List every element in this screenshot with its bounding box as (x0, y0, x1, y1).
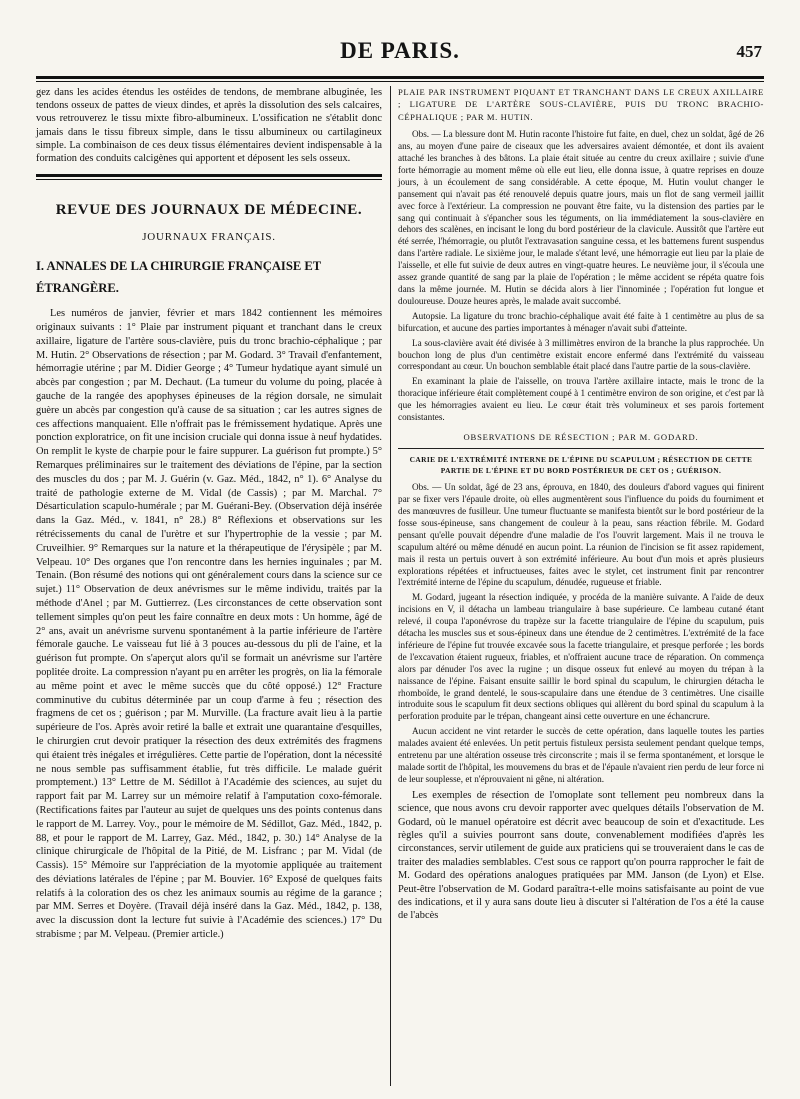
header-rule-thick (36, 76, 764, 79)
resection-subheading: OBSERVATIONS DE RÉSECTION ; PAR M. GODARD. (463, 431, 699, 442)
autopsy-paragraph: Autopsie. La ligature du tronc brachio-céphalique avait été faite à 1 centimètre au plus de sa bifurcation, et aucune des parties importantes à ménager n'avait subi d'atteinte. (398, 310, 764, 333)
review-subtitle: JOURNAUX FRANÇAIS. (142, 231, 276, 244)
observation-paragraph: Obs. — Un soldat, âgé de 23 ans, éprouva, en 1840, des douleurs d'abord vagues qui finirent par se fixer vers l'épaule droite, où elles augmentèrent sous l'influence du poids du fourniment et des manœuvres de fusilleur. Une tumeur fluctuante se manifesta bientôt sur le bord postérieur de la fosse sous-épineuse, sans changement de couleur à la peau, sans réaction fébrile. M. Godard pensant qu'elle pouvait dépendre d'une maladie de l'os l'ouvrit largement. Mais il ne trouva le scapulum altéré ou même dénudé en aucun point. La réunion de l'incision se fit assez rapidement, mais il resta un pertuis ouvert à son extrémité inférieure. Au bout d'un mois et après plusieurs explorations répétées et infructueuses, faites avec le stylet, cet instrument finit par rencontrer l'extrémité interne de l'épine du scapulum, dénudée, rugueuse et friable. (398, 482, 764, 588)
page-number: 457 (736, 42, 762, 61)
running-head-title: DE PARIS. (340, 38, 460, 63)
column-divider (390, 86, 391, 1086)
case-caption: CARIE DE L'EXTRÉMITÉ INTERNE DE L'ÉPINE DU SCAPULUM ; RÉSECTION DE CETTE PARTIE DE L'ÉPINE ET DU BORD POSTÉRIEUR DE CET OS ; GUÉRISON. (409, 454, 753, 475)
section-separator (36, 174, 382, 180)
paragraph: M. Godard, jugeant la résection indiquée, y procéda de la manière suivante. A l'aide de deux incisions en V, il détacha un lambeau triangulaire à base supérieure. Ce lambeau cutané étant relevé, il coupa l'aponévrose du trapèze sur la facette triangulaire de l'épine du scapulum, puis détacha les muscles sus et sous-épineux dans une étendue de 2 centimètres. L'extrémité de la face inférieure de l'épine fut trouvée excavée sous la facette triangulaire, et presque perforée ; les bords de l'excavation étaient rugueux, friables, et n'offraient aucune trace de réparation. On commença alors par dénuder l'os avec la rugine ; un disque osseux fut enlevé au moyen du trépan à la naissance de l'épine. Faisant ensuite saillir le bord spinal du scapulum, le chirurgien détacha le rhomboïde, le grand dentelé, le sous-scapulaire dans une étendue de 3 centimètres. Une cisaille introduite sous le scapulum fit deux sections obliques qui allèrent du bord spinal du scapulum à la perforation produite par le trépan, changeant ainsi cette ouverture en une échancrure. (398, 592, 764, 722)
continuation-paragraph: gez dans les acides étendus les ostéides de tendons, de membrane albuginée, les tendons osseux de pattes de vieux dindes, et après la dissolution des sels calcaires, vous retrouverez le tissu mixte fibro-albumineux. L'ossification ne s'établit donc jamais dans le tissu fibreux simple, dans le tissu albumineux ou cartilagineux simple. La combinaison de ces deux tissus élémentaires devient indispensable à la formation des conduits calcigènes qui apportent et déposent les sels osseux. (36, 87, 382, 165)
article-heading: PLAIE PAR INSTRUMENT PIQUANT ET TRANCHANT DANS LE CREUX AXILLAIRE ; LIGATURE DE L'ARTÈRE SOUS-CLAVIÈRE, PUIS DU TRONC BRACHIO-CÉPHALIQUE ; PAR M. HUTIN. (398, 87, 764, 122)
paragraph: En examinant la plaie de l'aisselle, on trouva l'artère axillaire intacte, mais le tronc de la thoracique inférieure était complètement coupé à 1 centimètre environ de son origine, et c'est par là que les hémorragies avaient eu lieu. Le cœur était très volumineux et ses parois fortement consistantes. (398, 376, 764, 423)
section-heading: I. ANNALES DE LA CHIRURGIE FRANÇAISE ET ÉTRANGÈRE. (36, 259, 321, 296)
left-column (36, 86, 382, 942)
paragraph: La sous-clavière avait été divisée à 3 millimètres environ de la branche la plus rapprochée. Un bouchon long de plus d'un centimètre existait encore enfermé dans l'extrémité du vaisseau correspondant au cœur. Un bouchon semblable était placé dans l'autre partie de la sous-clavière. (398, 337, 764, 372)
subheading-rule (398, 448, 764, 449)
review-title: REVUE DES JOURNAUX DE MÉDECINE. (55, 202, 363, 219)
paragraph: Aucun accident ne vint retarder le succès de cette opération, dans laquelle toutes les parties malades avaient été enlevées. Un petit pertuis fistuleux persista seulement pendant quelque temps, entretenu par une altération osseuse très circonscrite ; mais il se ferma spontanément, et lorsque le malade sortit de l'hôpital, les mouvemens du bras et de l'épaule n'avaient rien perdu de leur force ni de leur souplesse, et n'éprouvaient ni gêne, ni altération. (398, 726, 764, 784)
observation-paragraph: Obs. — La blessure dont M. Hutin raconte l'histoire fut faite, en duel, chez un soldat, âgé de 26 ans, au moyen d'une paire de ciseaux que les adversaires avaient démontée, et dont ils avaient attaché les branches à des bâtons. La plaie était située au centre du creux axillaire ; suivie d'une forte hémorragie au moment même où elle eut lieu, elle donna issue, à quatre reprises en douze jours, à un écoulement de sang considérable. A cette époque, M. Hutin voulut changer le pansement qui n'avait pas été renouvelé depuis quatre jours, mais un flot de sang vermeil jaillit avec force à l'extérieur. La compression ne pouvant être faite, vu la distension des parties par le sang qui continuait à s'épancher sous les téguments, on lia immédiatement la sous-clavière en dehors des scalènes, en incisant le long du bord postérieur de la clavicule. Aussitôt que l'artère eut été serrée, l'hémorragie, ou plutôt l'extravasation sanguine cessa, et les battemens furent suspendus dans l'artère radiale. Le sixième jour, le malade s'étant levé, une hémorragie eut lieu par la plaie de l'aisselle, et elle fut suivie de deux autres en vingt-quatre heures. Le neuvième jour, il s'écoula une assez grande quantité de sang par la plaie de l'opération ; le même accident se répéta quatre fois dans la même journée. M. Hutin se décida alors à lier l'innominée ; l'opération fut longue et douloureuse. Douze heures après, le malade avait succombé. (398, 129, 764, 306)
review-body-paragraph: Les numéros de janvier, février et mars 1842 contiennent les mémoires originaux suivants : 1° Plaie par instrument piquant et tranchant dans le creux axillaire, ligature de l'artère sous-clavière, puis du tronc brachio-céphalique ; par M. Hutin. 2° Observations de résection ; par M. Godard. 3° Travail d'enfantement, hémorragie utérine ; par M. Didier George ; 4° Tumeur hydatique ayant simulé un abcès par congestion ; par M. Dechaut. (La tumeur du volume du poing, placée à gauche de la rangée des apophyses épineuses de la région dorsale, ne simulait guère un abcès par congestion qu'à cause de sa situation ; car les autres signes de ces affections manquaient. Elle n'offrait pas le frémissement hydatique. Après une ponction exploratrice, on fit une incision cruciale qui donna issue à neuf hydatides. On remplit le kyste de charpie pour le faire suppurer. La guérison fut prompte.) 5° Remarques préliminaires sur le traitement des déviations de l'épine, par la section des muscles du dos ; par M. J. Guérin (v. Gaz. Méd., 1842, n° 1). 6° Analyse du traité de pathologie externe de M. Vidal (de Cassis) ; par M. Marchal. 7° Désarticulation scapulo-humérale ; par M. Guérani-Bey. (Observation déjà insérée dans la Gaz. Méd., v. 1841, n° 28.) 8° Réflexions et observations sur les rétrécissements du canal de l'urètre et sur l'hypertrophie de la vessie ; par M. Cruveilhier. 9° Remarques sur la nature et la thérapeutique de l'érysipèle ; par M. Velpeau. 10° Des organes que l'on rencontre dans les hernies inguinales ; par M. Tenain. (Bon résumé des notions qui ont généralement cours dans la science sur ce sujet.) 11° Observation de deux anévrismes sur le même individu, traités par la méthode d'Anel ; par M. Guttierrez. (Les circonstances de cette observation sont tellement simples qu'on peut les faire connaître en deux mots : Un homme, âgé de 2° ans, avait un anévrisme survenu spontanément à la partie inférieure de l'artère fémorale gauche. Le vaisseau fut lié à 3 pouces au-dessous du pli de l'aine, et la guérison fut prompte. On s'aperçut alors qu'il se formait un anévrisme sur l'artère poplitée droite. La compression n'ayant pu en arrêter les progrès, on lia la fémorale au même point et avec le même succès que du côté opposé.) 12° Fracture comminutive du cubitus déterminée par un coup d'arme à feu ; résection des fragmens de cet os ; guérison ; par M. Murville. (La fracture avait lieu à la partie supérieure de l'os. Après avoir retiré la balle et extrait une quarantaine d'esquilles, le chirurgien crut devoir pratiquer la résection des deux extrémités des fragmens qui étaient très inégales et irrégulières. Cette partie de l'opération, dont la nécessité ne nous semble pas suffisamment établie, fut très difficile. Le malade guérit promptement.) 13° Lettre de M. Sédillot à l'Académie des sciences, au sujet du rapport fait par M. Larrey sur un mémoire relatif à l'amputation coxo-fémorale. (Rectifications faites par l'auteur au sujet de quelques uns des points contenus dans le rapport de M. Larrey. Voy., pour le mémoire de M. Sédillot, Gaz. Méd., 1842, p. 88, et pour le rapport de M. Larrey, Gaz. Méd., 1842, p. 30.) 14° Analyse de la clinique chirurgicale de l'hôpital de la Pitié, de M. Lisfranc ; par M. Vidal (de Cassis). 15° Mémoire sur l'appréciation de la myotomie appliquée au traitement des déviations latérales de l'épine ; par M. Bouvier. 16° Exposé de quelques faits relatifs à la coloration des os chez les animaux soumis au régime de la garance ; par MM. Serres et Doyère. (Travail déjà inséré dans la Gaz. Méd., 1842, p. 138, avec la discussion dont la lecture fut suivie à l'Académie des sciences.) 17° Du strabisme ; par M. Velpeau. (Premier article.) (36, 308, 382, 941)
commentary-paragraph: Les exemples de résection de l'omoplate sont tellement peu nombreux dans la science, que nous avons cru devoir rapporter avec quelques détails l'observation de M. Godard, où le manuel opératoire est décrit avec beaucoup de soin et d'exactitude. Les règles qu'il a suivies pourront sans doute, convenablement modifiées d'après les circonstances, servir utilement de guide aux praticiens qui se trouveraient dans le cas de traiter des maladies semblables. C'est sous ce rapport qu'on pourra rapprocher le fait de M. Godard des opérations analogues pratiquées par MM. Janson (de Lyon) et Else. Peut-être l'observation de M. Godard paraîtra-t-elle moins satisfaisante au point de vue des indications, et il y aura sans doute lieu à discuter si l'altération de l'os a été la cause de l'abcès (398, 789, 764, 922)
header-rule-thin (36, 81, 764, 82)
right-column (398, 86, 764, 923)
running-head (0, 38, 800, 72)
